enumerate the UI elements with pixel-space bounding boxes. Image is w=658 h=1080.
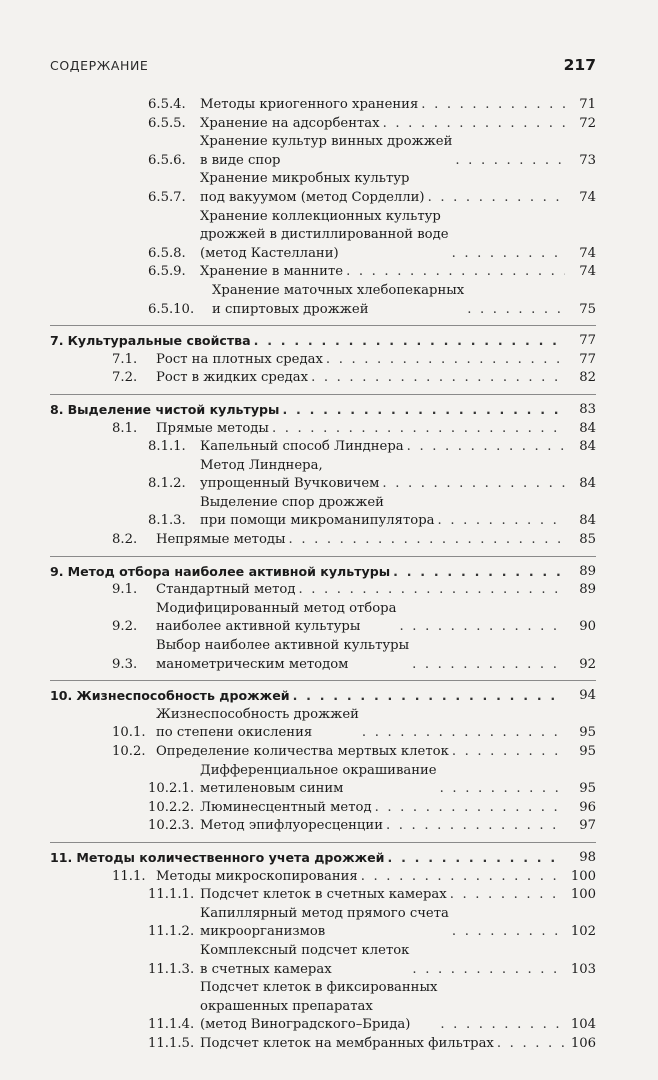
toc-entry (50, 905, 596, 942)
toc-entry (50, 762, 596, 799)
toc-entry-title: Метод отбора наиболее активной культуры (67, 563, 391, 579)
dot-leader (455, 152, 565, 171)
toc-entry-page: 83 (579, 401, 596, 417)
dot-leader (326, 351, 565, 370)
toc-entry-number: 11. (50, 849, 73, 865)
toc-entry-page: 96 (579, 799, 596, 815)
toc-entry (50, 706, 596, 743)
running-head: СОДЕРЖАНИЕ (50, 58, 149, 73)
toc-entry-title: Дифференциальное окрашивание метиленовым синим (200, 762, 437, 797)
toc-entry-title: Хранение культур винных дрожжей в виде спор (200, 134, 453, 168)
dot-leader (362, 724, 565, 743)
toc-entry-page: 75 (579, 301, 596, 317)
toc-entry-title: Определение количества мертвых клеток (156, 744, 449, 759)
toc-section (50, 680, 596, 836)
dot-leader (254, 332, 565, 351)
toc-entry (50, 115, 596, 134)
dot-leader (289, 531, 565, 550)
toc-entry-page: 85 (579, 532, 596, 548)
toc-entry-page: 84 (579, 476, 596, 492)
toc-entry-title: Капельный способ Линднера (200, 439, 404, 455)
toc-entry-title-wrap (76, 687, 568, 706)
toc-entry-page: 71 (579, 97, 596, 112)
toc-section (50, 556, 596, 675)
dot-leader (421, 96, 565, 115)
toc-entry-title-wrap (200, 979, 568, 1035)
toc-entry-number: 10.2.2. (148, 799, 195, 815)
toc-entry-title: Капиллярный метод прямого счета микроорганизмов (200, 905, 449, 940)
toc-entry-title-wrap (200, 886, 568, 905)
toc-entry-title-wrap (156, 581, 568, 600)
toc-entry-page: 98 (579, 849, 596, 865)
toc-entry-title-wrap (200, 1035, 568, 1054)
toc-entry-title-wrap (156, 706, 568, 743)
toc-entry-number: 7.1. (112, 351, 138, 367)
toc-chapter-entry (50, 849, 596, 868)
toc-entry-title-wrap (68, 332, 568, 351)
toc-entry-title: Хранение коллекционных культур дрожжей в дистиллированной воде (метод Кастеллани) (200, 208, 449, 261)
dot-leader (272, 420, 565, 439)
toc-entry-title-wrap (212, 282, 568, 319)
toc-entry-title: Жизнеспособность дрожжей (76, 688, 290, 704)
toc-entry-page: 103 (570, 961, 596, 977)
toc-entry (50, 457, 596, 494)
toc-entry-title: Метод Линднера, упрощенный Вучковичем (200, 457, 380, 492)
toc-entry-title-wrap (68, 401, 568, 420)
toc-entry-title-wrap (200, 115, 568, 134)
toc-entry-page: 84 (579, 420, 596, 436)
dot-leader (452, 245, 565, 264)
toc-entry (50, 743, 596, 762)
dot-leader (428, 189, 565, 208)
toc-entry-title-wrap (156, 868, 568, 887)
toc-entry (50, 170, 596, 207)
toc-entry-title: Хранение микробных культур под вакуумом (метод Сорделли) (200, 171, 425, 205)
toc-entry-number: 10.2. (112, 744, 146, 759)
dot-leader (407, 438, 565, 457)
toc-entry-title: Рост на плотных средах (156, 351, 323, 367)
toc-entry (50, 868, 596, 887)
table-of-contents (50, 96, 596, 1054)
toc-entry-title-wrap (200, 905, 568, 942)
toc-entry-page: 92 (579, 656, 596, 672)
dot-leader (412, 656, 565, 675)
toc-entry-number: 11.1.2. (148, 924, 195, 940)
toc-entry-title: Метод эпифлуоресценции (200, 818, 383, 834)
toc-entry-page: 100 (570, 887, 596, 903)
toc-entry-title-wrap (156, 420, 568, 439)
toc-entry (50, 133, 596, 170)
toc-entry (50, 799, 596, 818)
dot-leader (386, 817, 565, 836)
toc-entry-title-wrap (200, 96, 568, 115)
toc-entry-page: 84 (579, 513, 596, 529)
toc-entry (50, 96, 596, 115)
toc-entry-page: 74 (579, 189, 596, 205)
toc-entry-page: 82 (579, 370, 596, 386)
toc-entry-page: 73 (579, 152, 596, 168)
toc-entry-page: 95 (579, 744, 596, 759)
toc-entry-number: 8.1. (112, 420, 138, 436)
dot-leader (467, 301, 565, 320)
toc-section (50, 325, 596, 388)
toc-entry-title: Культуральные свойства (67, 333, 251, 349)
toc-section (50, 96, 596, 319)
toc-entry (50, 581, 596, 600)
toc-entry-number: 9. (50, 563, 64, 579)
toc-entry-title: Люминесцентный метод (200, 799, 372, 815)
dot-leader (282, 401, 565, 420)
toc-entry-title-wrap (200, 494, 568, 531)
dot-leader (438, 512, 565, 531)
dot-leader (400, 618, 566, 637)
toc-entry-title: Выделение чистой культуры (67, 401, 280, 417)
toc-entry-number: 9.1. (112, 582, 138, 598)
toc-entry (50, 494, 596, 531)
toc-entry-page: 89 (579, 582, 596, 598)
dot-leader (452, 743, 565, 762)
toc-entry-title-wrap (200, 942, 568, 979)
dot-leader (383, 115, 565, 134)
page-number: 217 (563, 56, 596, 74)
toc-entry (50, 369, 596, 388)
toc-entry-title: Стандартный метод (156, 582, 296, 598)
toc-entry-number: 6.5.4. (148, 97, 186, 112)
toc-entry-page: 95 (579, 725, 596, 741)
toc-entry-number: 11.1.3. (148, 961, 195, 977)
toc-entry-title: Методы микроскопирования (156, 868, 358, 884)
toc-entry (50, 263, 596, 282)
toc-entry-title-wrap (200, 817, 568, 836)
toc-entry-page: 77 (579, 351, 596, 367)
toc-entry-title: Подсчет клеток на мембранных фильтрах (200, 1035, 494, 1051)
toc-entry (50, 886, 596, 905)
toc-entry-number: 6.5.6. (148, 152, 186, 168)
toc-entry-title-wrap (200, 762, 568, 799)
toc-entry (50, 208, 596, 264)
dot-leader (346, 263, 565, 282)
toc-entry (50, 942, 596, 979)
toc-entry-title-wrap (200, 263, 568, 282)
toc-entry-title: Подсчет клеток в счетных камерах (200, 887, 447, 903)
toc-entry-number: 8.1.1. (148, 439, 186, 455)
toc-chapter-entry (50, 687, 596, 706)
toc-entry-number: 10.2.1. (148, 781, 195, 797)
toc-entry-title-wrap (156, 369, 568, 388)
dot-leader (311, 369, 565, 388)
toc-entry-number: 11.1.4. (148, 1017, 195, 1033)
dot-leader (440, 1016, 565, 1035)
toc-entry-title: Непрямые методы (156, 532, 286, 548)
toc-entry (50, 351, 596, 370)
toc-entry-page: 74 (579, 264, 596, 280)
dot-leader (293, 687, 565, 706)
toc-entry-number: 6.5.5. (148, 115, 186, 131)
toc-entry-number: 11.1. (112, 868, 146, 884)
toc-entry-title: Выбор наиболее активной культуры манометрическим методом (156, 638, 410, 672)
toc-entry-title: Прямые методы (156, 420, 269, 436)
toc-entry-title: Выделение спор дрожжей при помощи микроманипулятора (200, 494, 435, 529)
dot-leader (393, 563, 565, 582)
toc-entry (50, 282, 596, 319)
toc-entry (50, 979, 596, 1035)
dot-leader (497, 1035, 565, 1054)
toc-entry-title-wrap (156, 600, 568, 637)
toc-entry-title-wrap (200, 170, 568, 207)
toc-entry-number: 6.5.8. (148, 245, 186, 261)
toc-entry-number: 10.1. (112, 725, 146, 741)
toc-entry-page: 90 (579, 619, 596, 635)
toc-entry-title: Хранение на адсорбентах (200, 115, 380, 131)
toc-entry-title-wrap (156, 743, 568, 762)
toc-entry-page: 102 (570, 924, 596, 940)
toc-entry-page: 106 (570, 1035, 596, 1051)
toc-entry-number: 10.2.3. (148, 818, 195, 834)
toc-entry-page: 72 (579, 115, 596, 131)
toc-entry-title: Методы количественного учета дрожжей (76, 849, 385, 865)
toc-entry-page: 97 (579, 818, 596, 834)
toc-entry-page: 94 (579, 688, 596, 704)
toc-entry-number: 10. (50, 688, 73, 704)
toc-entry-title-wrap (200, 457, 568, 494)
toc-entry-title: Методы криогенного хранения (200, 97, 419, 112)
dot-leader (382, 475, 565, 494)
toc-entry-number: 9.3. (112, 656, 138, 672)
toc-entry-title-wrap (200, 799, 568, 818)
dot-leader (375, 799, 565, 818)
toc-entry-title: Подсчет клеток в фиксированных окрашенных препаратах (метод Виноградского–Брида) (200, 980, 438, 1033)
toc-chapter-entry (50, 332, 596, 351)
toc-chapter-entry (50, 563, 596, 582)
toc-entry-number: 8.1.2. (148, 476, 186, 492)
toc-entry-title-wrap (200, 438, 568, 457)
toc-entry-number: 6.5.7. (148, 189, 186, 205)
toc-entry-page: 95 (579, 781, 596, 797)
toc-entry (50, 637, 596, 674)
toc-entry (50, 1035, 596, 1054)
toc-entry-number: 8. (50, 401, 64, 417)
toc-entry (50, 531, 596, 550)
toc-entry-page: 77 (579, 333, 596, 349)
toc-entry-number: 9.2. (112, 619, 138, 635)
toc-entry (50, 600, 596, 637)
toc-entry-title-wrap (68, 563, 568, 582)
toc-entry-number: 6.5.10. (148, 301, 195, 317)
toc-entry-title: Жизнеспособность дрожжей по степени окисления (156, 706, 359, 741)
toc-chapter-entry (50, 401, 596, 420)
dot-leader (361, 868, 565, 887)
toc-entry (50, 438, 596, 457)
toc-entry-title: Комплексный подсчет клеток в счетных камерах (200, 942, 410, 977)
toc-entry-number: 11.1.1. (148, 887, 195, 903)
toc-entry-page: 104 (570, 1017, 596, 1033)
toc-entry-title-wrap (156, 351, 568, 370)
toc-entry-number: 6.5.9. (148, 264, 186, 280)
dot-leader (298, 581, 565, 600)
toc-entry-title-wrap (200, 133, 568, 170)
toc-entry-number: 7. (50, 333, 64, 349)
dot-leader (388, 849, 565, 868)
toc-entry-page: 84 (579, 439, 596, 455)
toc-entry-title: Хранение маточных хлебопекарных и спиртовых дрожжей (212, 282, 465, 317)
page-header (50, 56, 596, 80)
dot-leader (450, 886, 565, 905)
toc-entry-title-wrap (156, 637, 568, 674)
toc-entry-number: 8.1.3. (148, 513, 186, 529)
dot-leader (440, 780, 565, 799)
dot-leader (412, 961, 565, 980)
dot-leader (452, 923, 565, 942)
toc-entry-number: 7.2. (112, 370, 138, 386)
toc-entry-title-wrap (76, 849, 568, 868)
toc-section (50, 394, 596, 550)
toc-entry (50, 420, 596, 439)
toc-entry-title: Модифицированный метод отбора наиболее активной культуры (156, 600, 397, 635)
toc-entry-page: 89 (579, 563, 596, 579)
toc-entry-title-wrap (156, 531, 568, 550)
toc-entry-title: Хранение в манните (200, 264, 344, 280)
toc-entry-title-wrap (200, 208, 568, 264)
toc-entry-number: 11.1.5. (148, 1035, 195, 1051)
toc-entry (50, 817, 596, 836)
toc-entry-page: 100 (570, 868, 596, 884)
toc-section (50, 842, 596, 1054)
toc-entry-page: 74 (579, 245, 596, 261)
toc-entry-title: Рост в жидких средах (156, 370, 309, 386)
toc-entry-number: 8.2. (112, 532, 138, 548)
